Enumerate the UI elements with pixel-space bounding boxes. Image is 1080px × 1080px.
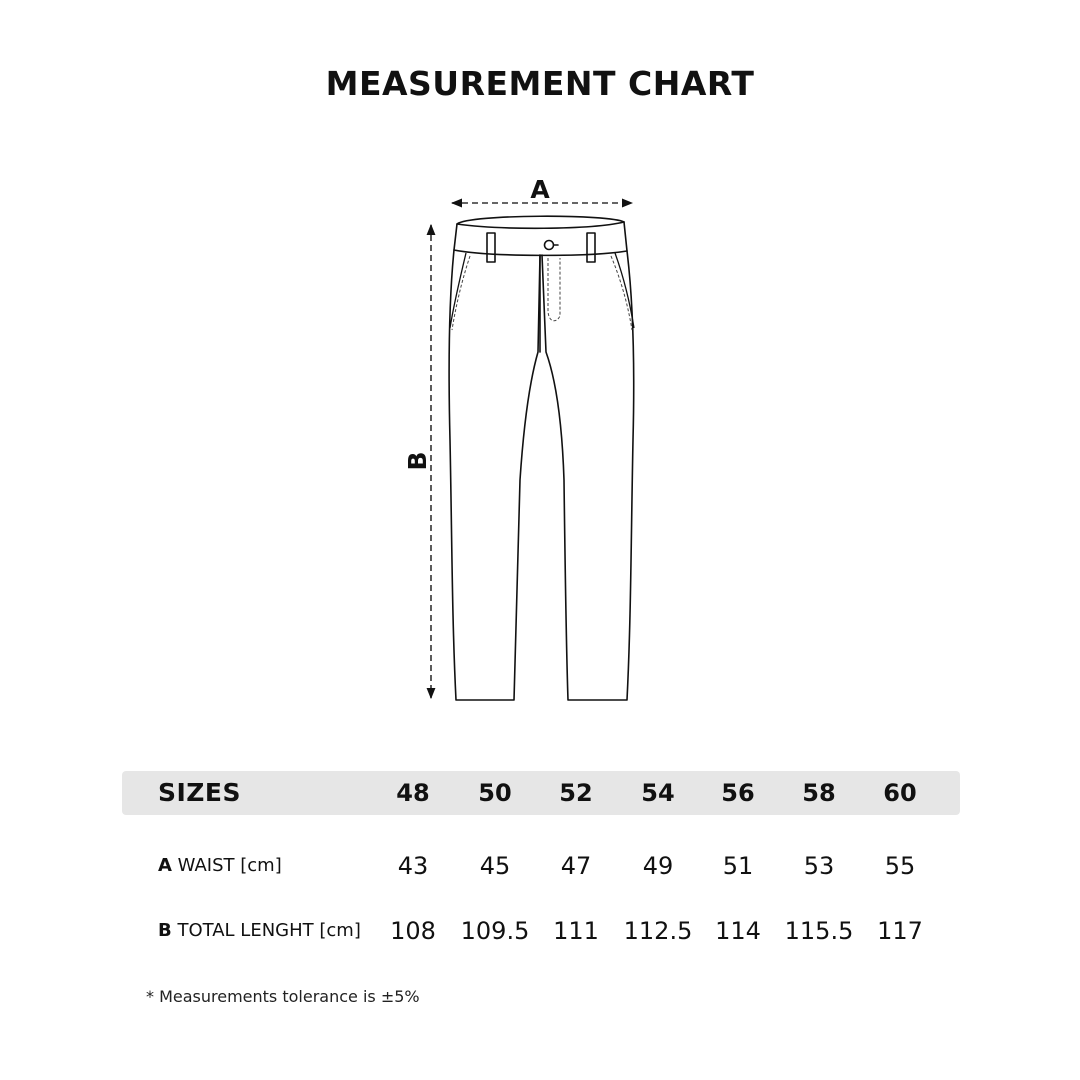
- button: [545, 241, 554, 250]
- row-label: [158, 841, 282, 891]
- size-cell: 58: [802, 779, 836, 807]
- row-label: [158, 906, 361, 956]
- table-row-total-length: [0, 906, 1080, 956]
- row-code: B: [158, 920, 172, 941]
- left-leg: [449, 250, 540, 700]
- size-cell: 56: [721, 779, 755, 807]
- size-cell: 54: [641, 779, 675, 807]
- value-cell: 115.5: [784, 917, 854, 945]
- value-cell: 45: [479, 852, 511, 880]
- value-cell: 108: [390, 917, 436, 945]
- tolerance-note: * Measurements tolerance is ±5%: [146, 987, 420, 1006]
- sizes-header-label: SIZES: [158, 778, 242, 807]
- dimension-b-label: B: [403, 451, 432, 471]
- table-row-waist: [0, 841, 1080, 891]
- value-cell: 117: [877, 917, 923, 945]
- size-cell: 60: [883, 779, 917, 807]
- value-cell: 111: [553, 917, 599, 945]
- value-cell: 55: [884, 852, 916, 880]
- belt-loop: [587, 233, 595, 262]
- size-cell: 52: [559, 779, 593, 807]
- waistband: [454, 216, 627, 255]
- row-code: A: [158, 855, 172, 876]
- dimension-a-label: A: [530, 175, 550, 204]
- value-cell: 114: [715, 917, 761, 945]
- value-cell: 53: [803, 852, 835, 880]
- row-name: TOTAL LENGHT [cm]: [177, 920, 361, 941]
- size-cell: 48: [396, 779, 430, 807]
- right-leg: [542, 251, 634, 700]
- value-cell: 47: [560, 852, 592, 880]
- belt-loop: [487, 233, 495, 262]
- trousers-diagram: [380, 160, 680, 720]
- value-cell: 43: [397, 852, 429, 880]
- size-cell: 50: [478, 779, 512, 807]
- value-cell: 112.5: [623, 917, 693, 945]
- value-cell: 109.5: [460, 917, 530, 945]
- row-name: WAIST [cm]: [177, 855, 282, 876]
- value-cell: 49: [642, 852, 674, 880]
- page-title: MEASUREMENT CHART: [325, 64, 755, 103]
- value-cell: 51: [722, 852, 754, 880]
- table-header-row: [0, 768, 1080, 818]
